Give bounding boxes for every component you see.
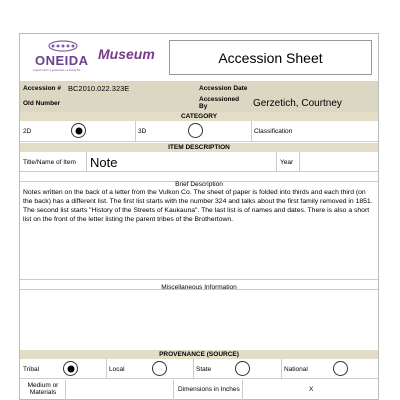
dimensions-separator: X [309, 386, 314, 393]
category-heading: CATEGORY [20, 112, 378, 121]
accession-number-label: Accession # [23, 85, 61, 92]
divider [193, 359, 194, 378]
medium-dimensions-row [20, 380, 378, 400]
category-row [20, 121, 378, 142]
state-label: State [196, 366, 212, 373]
category-3d-label: 3D [138, 128, 147, 135]
state-radio[interactable] [235, 361, 250, 376]
logo-emblem-icon [33, 39, 93, 53]
radio-selected-dot [67, 365, 74, 372]
tribal-radio[interactable] [63, 361, 78, 376]
old-number-label: Old Number [23, 100, 61, 107]
divider [135, 121, 136, 141]
category-2d-radio[interactable] [71, 123, 86, 138]
category-3d-radio[interactable] [188, 123, 203, 138]
brief-description-text[interactable]: Notes written on the back of a letter from the Vulkon Co. The sheet of paper is folded into thirds and each third (on the back) has a different list. The first list starts with the number 324 and talks about the first family removed in 1851. The second list starts "History of the Streets of Kaukauna". The last list is of names and dates. There is also a short list on the front of the letter listing the parent tribes of the Brothertown. [20, 184, 378, 280]
divider [242, 380, 243, 400]
medium-label: Medium or Materials [27, 382, 59, 396]
old-number-row [20, 96, 378, 112]
logo-tagline: A good mind • a good heart • a strong fire [33, 69, 81, 72]
divider [86, 152, 87, 171]
logo-wordmark: ONEIDA [35, 53, 89, 68]
sheet-header [20, 34, 378, 81]
divider [173, 380, 174, 400]
local-label: Local [109, 366, 125, 373]
classification-label: Classification [254, 128, 293, 135]
accessioned-by-value[interactable]: Gerzetich, Courtney [253, 98, 342, 109]
national-label: National [284, 366, 308, 373]
misc-info-label-row [20, 280, 378, 290]
brief-description-label-row [20, 173, 378, 188]
tribal-label: Tribal [23, 366, 40, 373]
year-label: Year [280, 159, 294, 166]
item-title-value[interactable]: Note [90, 155, 118, 170]
dimensions-label: Dimensions in Inches [178, 386, 240, 393]
local-radio[interactable] [152, 361, 167, 376]
museum-label: Museum [98, 46, 155, 62]
category-2d-label: 2D [23, 128, 32, 135]
provenance-heading: PROVENANCE (SOURCE) [20, 350, 378, 359]
brief-description-label: Brief Description [175, 181, 223, 188]
divider [65, 380, 66, 400]
oneida-logo [33, 39, 93, 77]
radio-selected-dot [75, 127, 82, 134]
accession-date-label: Accession Date [199, 85, 248, 92]
accession-number-value[interactable]: BC2010.022.323E [68, 84, 130, 93]
accession-sheet [19, 33, 379, 400]
misc-info-label: Miscellaneous Information [161, 284, 237, 291]
divider [106, 359, 107, 378]
divider [299, 152, 300, 171]
divider [276, 152, 277, 171]
divider [281, 359, 282, 378]
divider [251, 121, 252, 141]
misc-info-text[interactable] [20, 291, 378, 350]
page-title-text: Accession Sheet [218, 49, 323, 66]
item-title-row [20, 152, 378, 172]
national-radio[interactable] [333, 361, 348, 376]
item-description-heading: ITEM DESCRIPTION [20, 143, 378, 152]
item-title-label: Title/Name of Item [23, 159, 76, 166]
accession-number-row [20, 81, 378, 96]
page-title [169, 40, 372, 75]
accessioned-by-label: Accessioned By [199, 96, 240, 110]
provenance-row [20, 359, 378, 379]
